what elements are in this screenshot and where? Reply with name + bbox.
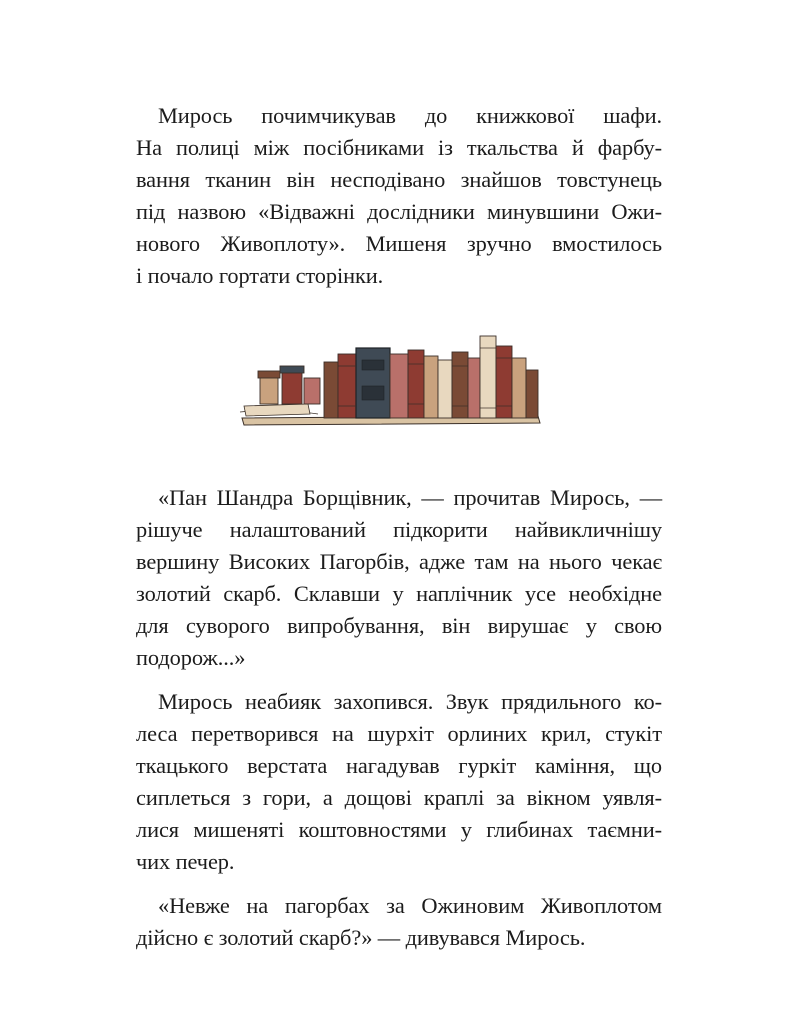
text-block-top [136, 100, 662, 292]
text-line: під назвою «Відважні дослідники минувшини Ожи- [136, 199, 662, 224]
text-line: Мирось неабияк захопився. Звук прядильного ко- [158, 689, 662, 714]
text-line: подорож...» [136, 645, 246, 670]
bookshelf-illustration [238, 326, 548, 430]
text-line: Мирось почимчикував до книжкової шафи. [158, 103, 662, 128]
text-line: золотий скарб. Склавши у наплічник усе необхідне [136, 581, 662, 606]
text-line: вершину Високих Пагорбів, адже там на нього чекає [136, 549, 662, 574]
text-line: сиплеться з гори, а дощові краплі за вікном уявля- [136, 785, 662, 810]
paragraph [136, 890, 662, 954]
text-line: лися мишеняті коштовностями у глибинах таємни- [136, 817, 662, 842]
text-line: На полиці між посібниками із ткальства й фарбу- [136, 135, 662, 160]
paragraph [136, 482, 662, 674]
text-line: «Пан Шандра Борщівник, — прочитав Мирось, — [158, 485, 662, 510]
text-line: і почало гортати сторінки. [136, 263, 384, 288]
text-line: леса перетворився на шурхіт орлиних крил, стукіт [136, 721, 662, 746]
text-line: ткацького верстата нагадував гуркіт каміння, що [136, 753, 662, 778]
paragraph [136, 686, 662, 878]
text-line: нового Живоплоту». Мишеня зручно вмостилось [136, 231, 662, 256]
text-line: «Невже на пагорбах за Ожиновим Живоплотом [158, 893, 662, 918]
text-block-bottom [136, 482, 662, 954]
text-line: рішуче налаштований підкорити найвикличнішу [136, 517, 662, 542]
paragraph [136, 100, 662, 292]
text-line: чих печер. [136, 849, 235, 874]
text-line: вання тканин він несподівано знайшов товстунець [136, 167, 662, 192]
text-line: для суворого випробування, він вирушає у свою [136, 613, 662, 638]
text-line: дійсно є золотий скарб?» — дивувався Мирось. [136, 925, 586, 950]
